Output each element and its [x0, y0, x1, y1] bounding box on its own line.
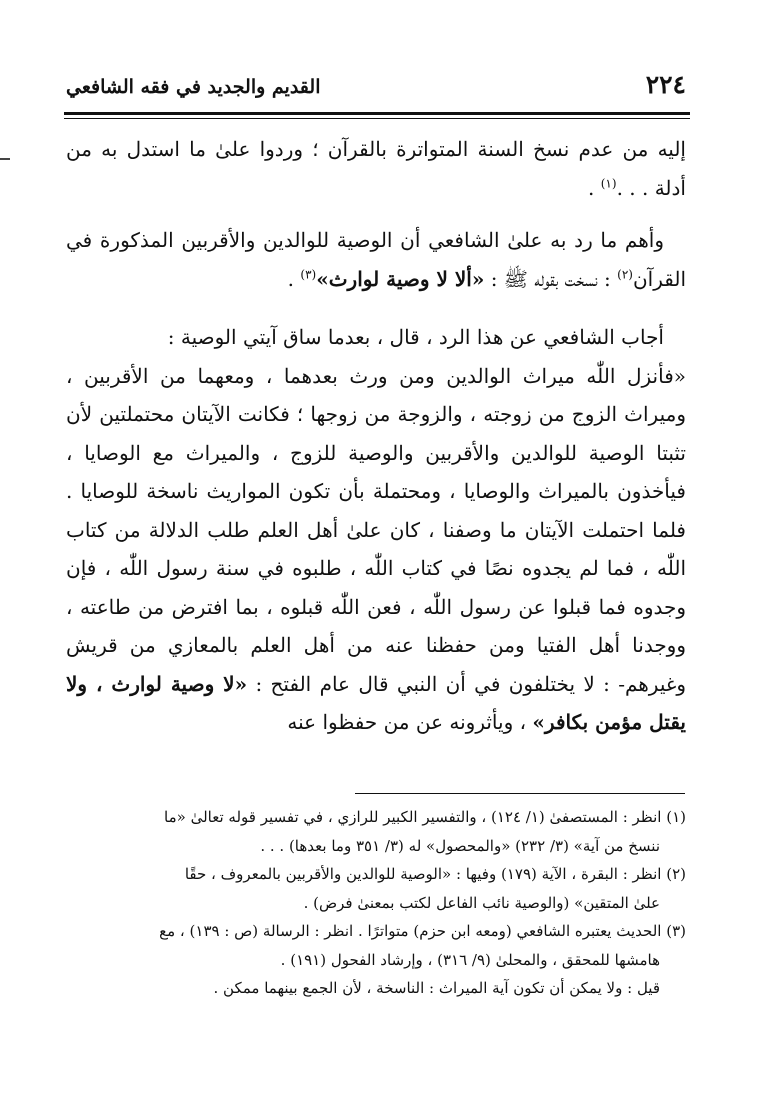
footnote-ref-2[interactable]: (٢): [617, 266, 633, 281]
footnote-3-line-1: (٣) الحديث يعتبره الشافعي (ومعه ابن حزم) متواترًا . انظر : الرسالة (ص : ١٣٩) ، مع: [159, 922, 686, 940]
running-title: القديم والجديد في فقه الشافعي: [66, 76, 321, 98]
footnote-1-line-1: (١) انظر : المستصفىٰ (١/ ١٢٤) ، والتفسير الكبير للرازي ، في تفسير قوله تعالىٰ «ما: [164, 808, 686, 826]
paragraph-3-intro: أجاب الشافعي عن هذا الرد ، قال ، بعدما ساق آيتي الوصية :: [167, 325, 664, 349]
paragraph-1: [66, 130, 686, 207]
footnote-ref-1[interactable]: (١): [600, 175, 617, 190]
paragraph-2-mid: : نسخت بقوله ﷺ :: [484, 266, 618, 291]
footnote-rule: [355, 793, 685, 794]
paragraph-2: [66, 221, 686, 298]
paragraph-3-end: ، ويأثرونه عن من حفظوا عنه: [287, 710, 533, 734]
paragraph-2-end: .: [287, 266, 301, 291]
margin-mark: [0, 158, 10, 160]
footnote-ref-3[interactable]: (٣): [300, 266, 317, 281]
paragraph-1-end: .: [588, 175, 601, 200]
paragraph-3: [66, 357, 686, 742]
footnote-3-line-3: قيل : ولا يمكن أن تكون آية الميراث : الناسخة ، لأن الجمع بينهما ممكن .: [213, 979, 660, 997]
footnotes: [66, 803, 686, 1003]
footnote-1-line-2: ننسخ من آية» (٣/ ٢٣٢) «والمحصول» له (٣/ ٣٥١ وما بعدها) . . .: [260, 836, 660, 855]
page-number: ٢٢٤: [645, 70, 686, 99]
page-header: [66, 70, 686, 106]
paragraph-2-text: وأهم ما رد به علىٰ الشافعي أن الوصية للوالدين والأقربين المذكورة في القرآن: [66, 228, 686, 291]
footnote-3-line-2: هامشها للمحقق ، والمحلىٰ (٩/ ٣١٦) ، وإرشاد الفحول (١٩١) .: [280, 950, 660, 969]
header-rule: [64, 112, 690, 119]
shafii-quote: «فأنزل اللّٰه ميراث الوالدين ومن ورث بعدهما ، ومعهما من الأقربين ، وميراث الزوج من زوجته ، والزوجة من زوجها ؛ فكانت الآيتان محتملتين لأن تثبتا الوصية للوالدين والأقربين والوصية للزوج ، والميراث مع الوصايا ، فيأخذون بالميراث والوصايا ، ومحتملة بأن تكون المواريث ناسخة للوصايا . فلما احتملت الآيتان ما وصفنا ، كان علىٰ أهل العلم طلب الدلالة من كتاب اللّٰه ، فما لم يجدوه نصًا في كتاب اللّٰه ، طلبوه في سنة رسول اللّٰه ، فإن وجدوه فما قبلوا عن رسول اللّٰه ، فعن اللّٰه قبلوه ، بما افترض من طاعته ، ووجدنا أهل الفتيا ومن حفظنا عنه من أهل العلم بالمعازي من قريش وغيرهم- : لا يختلفون في أن النبي قال عام الفتح :: [66, 363, 687, 696]
paragraph-1-text: إليه من عدم نسخ السنة المتواترة بالقرآن ؛ وردوا علىٰ ما استدل به من أدلة . . .: [66, 137, 686, 200]
hadith-quote-2: «لا وصية لوارث ، ولا يقتل مؤمن بكافر»: [66, 671, 686, 734]
hadith-quote: «ألا لا وصية لوارث»: [316, 266, 485, 291]
footnote-2-line-2: علىٰ المتقين» (والوصية نائب الفاعل لكتب بمعنىٰ فرض) .: [303, 893, 660, 912]
main-text: [66, 130, 686, 742]
footnote-2-line-1: (٢) انظر : البقرة ، الآية (١٧٩) وفيها : «الوصية للوالدين والأقربين بالمعروف ، حقًا: [184, 865, 686, 883]
